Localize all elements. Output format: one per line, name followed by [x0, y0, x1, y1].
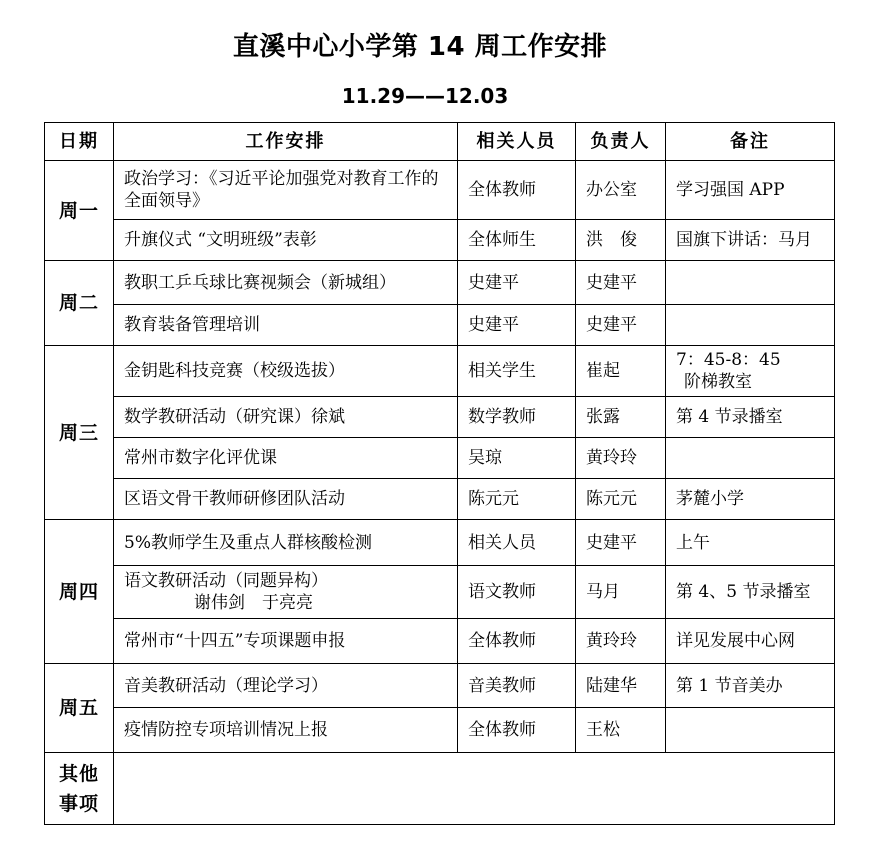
- table-row: [45, 161, 835, 220]
- note-cell: [666, 708, 835, 753]
- header-note: 备注: [666, 123, 835, 161]
- other-label-line: 事项: [58, 792, 99, 815]
- owner-cell: 马月: [576, 566, 666, 619]
- day-cell-thu: 周四: [45, 520, 114, 664]
- work-cell: 5%教师学生及重点人群核酸检测: [114, 520, 458, 566]
- work-cell: 金钥匙科技竞赛（校级选拔）: [114, 346, 458, 397]
- work-cell: 常州市“十四五”专项课题申报: [114, 619, 458, 664]
- owner-cell: 黄玲玲: [576, 438, 666, 479]
- table-row: [45, 566, 835, 619]
- people-cell: 相关人员: [458, 520, 576, 566]
- work-cell: 升旗仪式 “文明班级”表彰: [114, 220, 458, 261]
- schedule-table: [44, 122, 835, 825]
- owner-cell: 崔起: [576, 346, 666, 397]
- header-work: 工作安排: [114, 123, 458, 161]
- people-cell: 全体教师: [458, 708, 576, 753]
- table-row: [45, 397, 835, 438]
- people-cell: 史建平: [458, 305, 576, 346]
- table-row: [45, 664, 835, 708]
- date-range: 11.29——12.03: [341, 84, 509, 108]
- note-cell: 第 4 节录播室: [666, 397, 835, 438]
- note-cell: [666, 438, 835, 479]
- day-cell-tue: 周二: [45, 261, 114, 346]
- people-cell: 全体教师: [458, 161, 576, 220]
- owner-cell: 洪 俊: [576, 220, 666, 261]
- table-row: [45, 479, 835, 520]
- table-row: [45, 305, 835, 346]
- work-cell: 数学教研活动（研究课）徐斌: [114, 397, 458, 438]
- note-line: 阶梯教室: [684, 372, 752, 392]
- work-cell: 政治学习：《习近平论加强党对教育工作的全面领导》: [114, 161, 458, 220]
- note-cell: 国旗下讲话：马月: [666, 220, 835, 261]
- owner-cell: 史建平: [576, 261, 666, 305]
- note-cell: [666, 346, 835, 397]
- people-cell: 语文教师: [458, 566, 576, 619]
- owner-cell: 史建平: [576, 520, 666, 566]
- note-line: 7：45-8：45: [676, 350, 781, 370]
- header-row: [45, 123, 835, 161]
- table-row: [45, 520, 835, 566]
- table-row: [45, 261, 835, 305]
- note-cell: 茅麓小学: [666, 479, 835, 520]
- work-cell: 音美教研活动（理论学习）: [114, 664, 458, 708]
- work-cell: 常州市数字化评优课: [114, 438, 458, 479]
- other-label-line: 其他: [58, 762, 99, 785]
- note-cell: 学习强国 APP: [666, 161, 835, 220]
- note-cell: 详见发展中心网: [666, 619, 835, 664]
- table-row: [45, 220, 835, 261]
- note-cell: [666, 261, 835, 305]
- table-row: [45, 438, 835, 479]
- work-cell: 教职工乒乓球比赛视频会（新城组）: [114, 261, 458, 305]
- table-row: [45, 753, 835, 825]
- other-content-cell: [114, 753, 835, 825]
- owner-cell: 史建平: [576, 305, 666, 346]
- table-row: [45, 346, 835, 397]
- work-cell: 区语文骨干教师研修团队活动: [114, 479, 458, 520]
- people-cell: 数学教师: [458, 397, 576, 438]
- people-cell: 相关学生: [458, 346, 576, 397]
- people-cell: 音美教师: [458, 664, 576, 708]
- table-row: [45, 708, 835, 753]
- day-cell-fri: 周五: [45, 664, 114, 753]
- people-cell: 史建平: [458, 261, 576, 305]
- people-cell: 陈元元: [458, 479, 576, 520]
- header-date: 日期: [45, 123, 114, 161]
- owner-cell: 办公室: [576, 161, 666, 220]
- teacher-names: 谢伟剑 于亮亮: [194, 593, 313, 613]
- owner-cell: 黄玲玲: [576, 619, 666, 664]
- work-line: 语文教研活动（同题异构）: [124, 571, 328, 591]
- people-cell: 吴琼: [458, 438, 576, 479]
- owner-cell: 陈元元: [576, 479, 666, 520]
- owner-cell: 张露: [576, 397, 666, 438]
- work-line: [124, 592, 447, 614]
- day-cell-mon: 周一: [45, 161, 114, 261]
- work-cell: 疫情防控专项培训情况上报: [114, 708, 458, 753]
- people-cell: 全体师生: [458, 220, 576, 261]
- note-cell: 第 4、5 节录播室: [666, 566, 835, 619]
- table-row: [45, 619, 835, 664]
- header-owner: 负责人: [576, 123, 666, 161]
- note-cell: [666, 305, 835, 346]
- day-cell-wed: 周三: [45, 346, 114, 520]
- people-cell: 全体教师: [458, 619, 576, 664]
- work-cell: [114, 566, 458, 619]
- note-cell: 第 1 节音美办: [666, 664, 835, 708]
- owner-cell: 陆建华: [576, 664, 666, 708]
- page-title: 直溪中心小学第 14 周工作安排: [232, 32, 608, 62]
- header-people: 相关人员: [458, 123, 576, 161]
- other-label-cell: [45, 753, 114, 825]
- work-cell: 教育装备管理培训: [114, 305, 458, 346]
- note-cell: 上午: [666, 520, 835, 566]
- owner-cell: 王松: [576, 708, 666, 753]
